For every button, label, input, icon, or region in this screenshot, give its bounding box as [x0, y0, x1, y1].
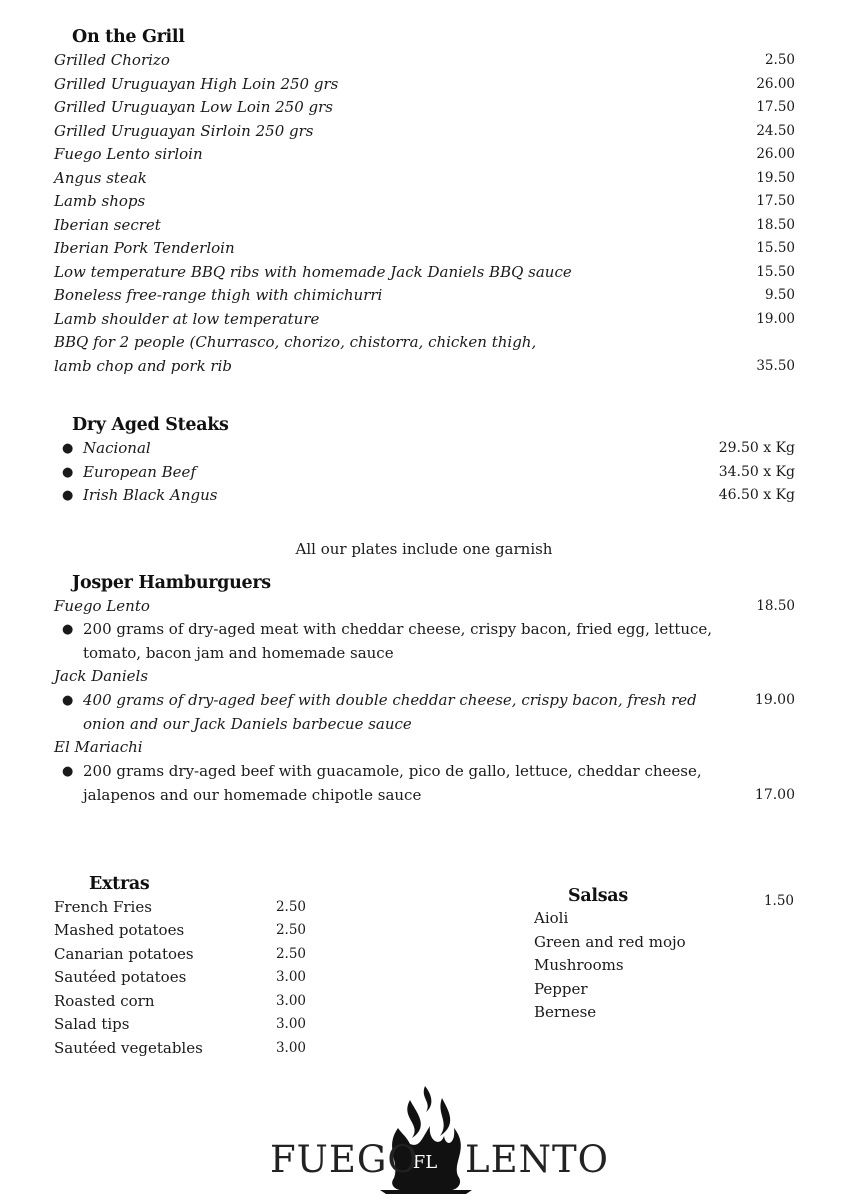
description-line: 400 grams of dry-aged beef with double cheddar cheese, crispy bacon, fresh red: [83, 691, 697, 709]
menu-item: [54, 308, 795, 332]
item-name: Grilled Chorizo: [54, 51, 170, 69]
item-name: Sautéed potatoes: [54, 968, 187, 986]
item-name: Fuego Lento: [54, 597, 150, 615]
item-name: French Fries: [54, 898, 152, 916]
menu-item: [62, 461, 795, 485]
menu-item: [54, 73, 795, 97]
menu-item: [54, 237, 795, 261]
menu-item: [54, 190, 795, 214]
item-price: 26.00: [756, 146, 795, 162]
description-line: jalapenos and our homemade chipotle sauce: [83, 785, 422, 804]
salsas-price: 1.50: [763, 893, 794, 909]
item-price: 17.00: [754, 787, 795, 803]
item-name: Angus steak: [54, 169, 147, 187]
item-name: Grilled Uruguayan Sirloin 250 grs: [54, 122, 314, 140]
burger-description: [83, 689, 723, 736]
item-name: Lamb shoulder at low temperature: [54, 310, 320, 328]
description-line: 200 grams of dry-aged meat with cheddar cheese, crispy bacon, fried egg, lettuce,: [83, 620, 713, 638]
item-name: Low temperature BBQ ribs with homemade Jack Daniels BBQ sauce: [54, 263, 572, 281]
item-price: 3.00: [275, 969, 306, 985]
item-price: 26.00: [756, 76, 795, 92]
menu-item-bbq-line1: [54, 331, 795, 355]
extra-item: [54, 990, 306, 1014]
extra-item: [54, 943, 306, 967]
item-price: 9.50: [764, 287, 795, 303]
burger-name-row: [54, 736, 795, 760]
bullet-icon: ●: [62, 441, 74, 456]
logo-word-left: FUEGO: [270, 1138, 419, 1181]
item-price: 2.50: [275, 899, 306, 915]
burger-name-row: [54, 595, 795, 619]
item-name: Mashed potatoes: [54, 921, 185, 939]
bullet-icon: ●: [62, 488, 74, 503]
salsa-item: Green and red mojo: [534, 933, 686, 951]
menu-item: [54, 261, 795, 285]
item-price: 46.50 x Kg: [718, 487, 795, 503]
salsas-heading: Salsas: [568, 886, 628, 906]
item-name: Nacional: [83, 439, 151, 457]
item-name: European Beef: [83, 463, 196, 481]
item-price: 17.50: [756, 193, 795, 209]
bullet-icon: ●: [62, 693, 74, 708]
menu-item: [54, 96, 795, 120]
item-name: Salad tips: [54, 1015, 130, 1033]
menu-item: [54, 120, 795, 144]
item-price: 29.50 x Kg: [718, 440, 795, 456]
extra-item: [54, 966, 306, 990]
item-price: 2.50: [764, 52, 795, 68]
item-name: Jack Daniels: [54, 667, 149, 685]
item-price: 15.50: [756, 240, 795, 256]
bullet-icon: ●: [62, 622, 74, 637]
extras-heading: Extras: [89, 874, 150, 894]
item-price: 19.00: [754, 692, 795, 708]
extra-item: [54, 919, 306, 943]
item-price: 3.00: [275, 1040, 306, 1056]
item-price: 3.00: [275, 1016, 306, 1032]
burger-description: [83, 618, 723, 665]
salsa-item: Pepper: [534, 980, 588, 998]
item-name: Iberian Pork Tenderloin: [54, 239, 235, 257]
menu-item: [54, 143, 795, 167]
dry-aged-heading: Dry Aged Steaks: [72, 415, 229, 435]
item-price: 17.50: [756, 99, 795, 115]
item-price: 35.50: [756, 358, 795, 374]
item-name: Roasted corn: [54, 992, 155, 1010]
item-price: 19.50: [756, 170, 795, 186]
menu-item: [54, 49, 795, 73]
burgers-heading: Josper Hamburguers: [72, 573, 271, 593]
menu-item-bbq-line2: [54, 355, 795, 379]
item-name: Iberian secret: [54, 216, 161, 234]
item-price: 18.50: [756, 598, 795, 614]
item-price: 2.50: [275, 946, 306, 962]
bullet-icon: ●: [62, 465, 74, 480]
item-price: 2.50: [275, 922, 306, 938]
menu-item: [54, 214, 795, 238]
logo-monogram: FL: [412, 1152, 438, 1173]
item-price: 3.00: [275, 993, 306, 1009]
extra-item: [54, 896, 306, 920]
item-name: lamb chop and pork rib: [54, 357, 233, 375]
item-name: Grilled Uruguayan Low Loin 250 grs: [54, 98, 334, 116]
bullet-icon: ●: [62, 764, 74, 779]
extra-item: [54, 1037, 306, 1061]
item-price: 24.50: [756, 123, 795, 139]
burger-name-row: [54, 665, 795, 689]
item-name: El Mariachi: [54, 738, 143, 756]
salsa-item: Aioli: [534, 909, 569, 927]
extra-item: [54, 1013, 306, 1037]
description-line: onion and our Jack Daniels barbecue sauce: [83, 714, 412, 733]
burger-description: [83, 760, 723, 807]
menu-item: [54, 284, 795, 308]
item-price: 19.00: [756, 311, 795, 327]
garnish-note: All our plates include one garnish: [295, 540, 553, 558]
logo-word-right: LENTO: [465, 1138, 609, 1181]
brand-logo: [260, 1078, 609, 1196]
description-line: 200 grams dry-aged beef with guacamole, pico de gallo, lettuce, cheddar cheese,: [83, 762, 702, 780]
item-name: Boneless free-range thigh with chimichurri: [54, 286, 383, 304]
item-name: BBQ for 2 people (Churrasco, chorizo, chistorra, chicken thigh,: [54, 333, 537, 351]
item-price: 18.50: [756, 217, 795, 233]
item-name: Fuego Lento sirloin: [54, 145, 203, 163]
item-name: Sautéed vegetables: [54, 1039, 203, 1057]
item-price: 34.50 x Kg: [718, 464, 795, 480]
grill-heading: On the Grill: [72, 27, 185, 47]
item-name: Lamb shops: [54, 192, 146, 210]
menu-item: [62, 437, 795, 461]
menu-item: [62, 484, 795, 508]
salsa-item: Mushrooms: [534, 956, 624, 974]
item-name: Grilled Uruguayan High Loin 250 grs: [54, 75, 339, 93]
menu-item: [54, 167, 795, 191]
item-price: 15.50: [756, 264, 795, 280]
description-line: tomato, bacon jam and homemade sauce: [83, 643, 394, 662]
salsa-item: Bernese: [534, 1003, 597, 1021]
item-name: Canarian potatoes: [54, 945, 194, 963]
item-name: Irish Black Angus: [83, 486, 218, 504]
